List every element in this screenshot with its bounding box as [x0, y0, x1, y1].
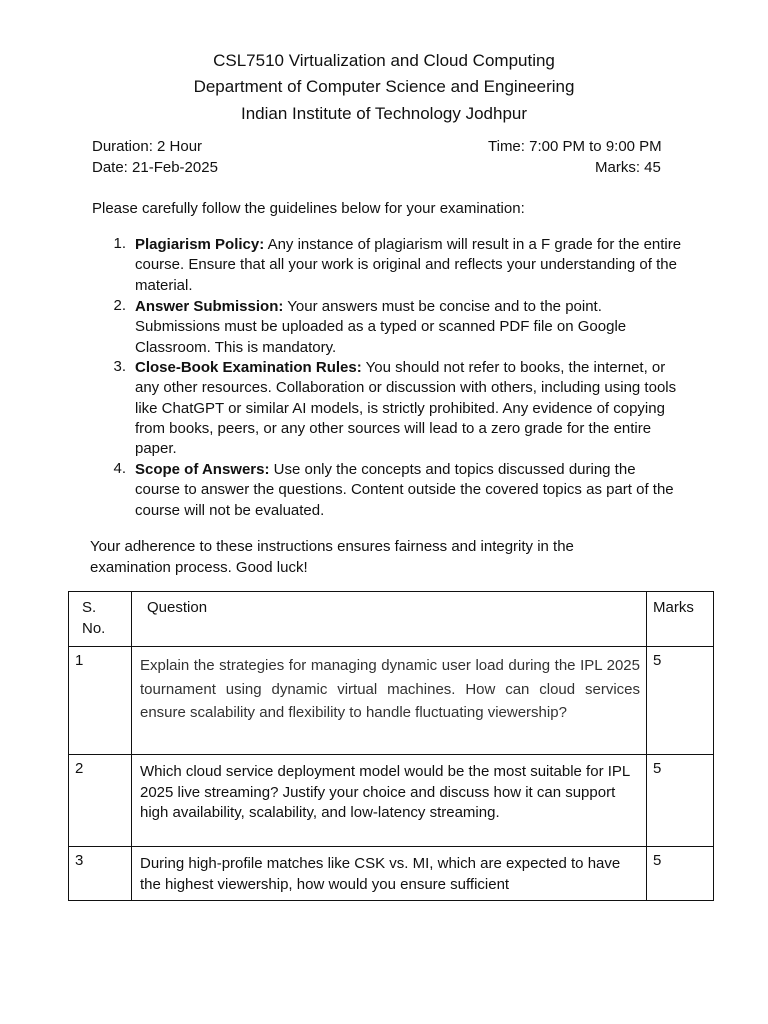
header-cell-sno — [69, 592, 132, 647]
guideline-title: Answer Submission: — [135, 298, 284, 315]
intro-text: Please carefully follow the guidelines below for your examination: — [92, 200, 525, 217]
sno-header: S. No. — [82, 599, 106, 637]
table-row — [69, 847, 714, 901]
table-row — [69, 755, 714, 847]
table-row — [69, 647, 714, 755]
row-marks: 5 — [653, 652, 662, 669]
marks-text: Marks: 45 — [595, 159, 661, 176]
closing-text: Your adherence to these instructions ensures fairness and integrity in the examination process. Good luck! — [90, 538, 574, 576]
guideline-number: 3. — [113, 358, 126, 375]
guideline-text — [135, 297, 683, 358]
guideline-body: You should not refer to books, the internet, or any other resources. Collaboration or discussion with others, including using tools like ChatGPT or similar AI models, is strictly prohibited. Any evidence of copying from books, peers, or any other sources will lead to a zero grade for the entire paper. — [135, 359, 677, 458]
time-text: Time: 7:00 PM to 9:00 PM — [488, 138, 662, 155]
guideline-body: Use only the concepts and topics discussed during the course to answer the questions. Content outside the covered topics as part of the course will not be evaluated. — [135, 461, 674, 519]
guideline-body: Any instance of plagiarism will result in a F grade for the entire course. Ensure that all your work is original and reflects your understanding of the material. — [135, 236, 682, 294]
guideline-title: Close-Book Examination Rules: — [135, 359, 362, 376]
row-marks: 5 — [653, 852, 662, 869]
row-question: During high-profile matches like CSK vs. MI, which are expected to have the highest viewership, how would you ensure sufficient — [140, 855, 621, 893]
row-sno: 3 — [75, 852, 84, 869]
institute-name: Indian Institute of Technology Jodhpur — [240, 104, 528, 123]
guideline-body: Your answers must be concise and to the point. Submissions must be uploaded as a typed or scanned PDF file on Google Classroom. This is mandatory. — [135, 298, 627, 356]
date-text: Date: 21-Feb-2025 — [92, 159, 218, 176]
course-title: CSL7510 Virtualization and Cloud Computing — [213, 51, 555, 70]
question-header: Question — [147, 599, 208, 616]
marks-header: Marks — [653, 599, 694, 616]
row-sno: 1 — [75, 652, 84, 669]
department-name: Department of Computer Science and Engineering — [193, 77, 575, 96]
row-marks: 5 — [653, 760, 662, 777]
guideline-title: Scope of Answers: — [135, 461, 270, 478]
header-cell-question — [132, 592, 647, 647]
guideline-title: Plagiarism Policy: — [135, 236, 265, 253]
row-question: Which cloud service deployment model would be the most suitable for IPL 2025 live streaming? Justify your choice and discuss how it can support high availability, scalability, and low-latency streaming. — [140, 763, 630, 821]
guideline-text — [135, 358, 683, 459]
questions-table — [68, 591, 714, 901]
guideline-text — [135, 460, 683, 521]
guideline-number: 2. — [113, 297, 126, 314]
row-sno: 2 — [75, 760, 84, 777]
header-cell-marks — [647, 592, 714, 647]
guideline-number: 4. — [113, 460, 126, 477]
duration-text: Duration: 2 Hour — [92, 138, 203, 155]
guideline-text — [135, 235, 683, 296]
guideline-number: 1. — [113, 235, 126, 252]
table-header-row — [69, 592, 714, 647]
row-question: Explain the strategies for managing dynamic user load during the IPL 2025 tournament using dynamic virtual machines. How can cloud services ensure scalability and flexibility to handle fluctuating viewership? — [140, 657, 640, 721]
